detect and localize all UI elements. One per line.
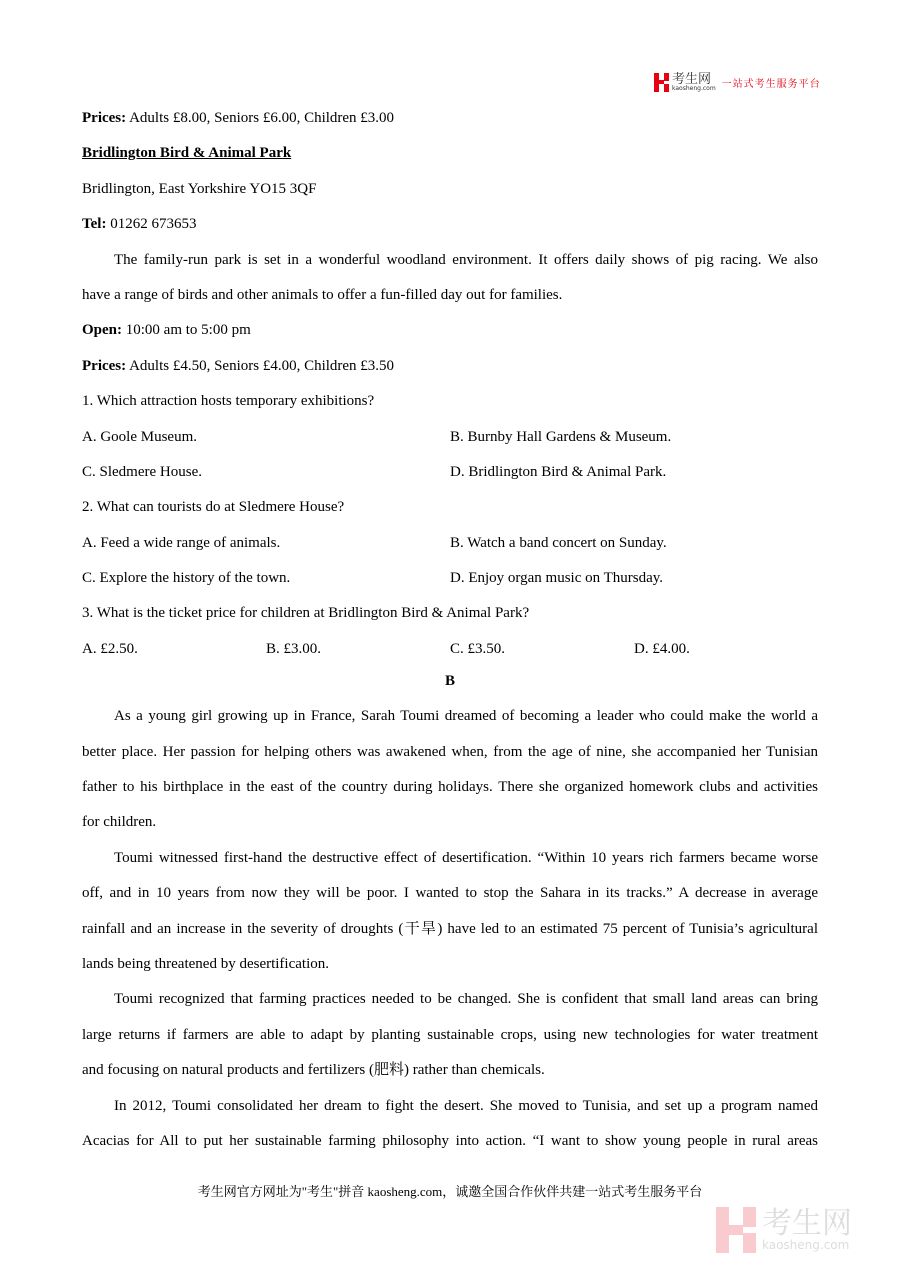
- section-heading: B: [444, 673, 455, 690]
- option: A. Goole Museum.: [82, 428, 197, 445]
- paragraph-line: Toumi recognized that farming practices needed to be changed. She is confident that small land areas can bring: [114, 991, 818, 1008]
- site-logo: [654, 73, 821, 92]
- option: D. Enjoy organ music on Thursday.: [450, 570, 664, 587]
- paragraph-line: As a young girl growing up in France, Sarah Toumi dreamed of becoming a leader who could make the world a: [114, 708, 818, 725]
- paragraph-line: Acacias for All to put her sustainable farming philosophy into action. “I want to show young people in rural areas: [82, 1132, 818, 1149]
- paragraph: [82, 982, 818, 1088]
- attraction-title: Bridlington Bird & Animal Park: [82, 145, 292, 162]
- question-3: 3. What is the ticket price for children at Bridlington Bird & Animal Park?: [82, 605, 530, 622]
- paragraph: [82, 699, 818, 841]
- paragraph: [82, 841, 818, 983]
- footer-text: 考生网官方网址为"考生"拼音 kaosheng.com，诚邀全国合作伙伴共建一站式考生服务平台: [197, 1184, 703, 1199]
- paragraph-line: Toumi witnessed first-hand the destructive effect of desertification. “Within 10 years rich farmers became worse: [114, 849, 818, 866]
- logo-slogan: 一站式考生服务平台: [721, 79, 821, 90]
- watermark-text: 考生网: [762, 1206, 852, 1241]
- attraction-tel: Tel: 01262 673653: [82, 216, 197, 233]
- paragraph-line: better place. Her passion for helping others was awakened when, from the age of nine, she accompanied her Tunisian: [82, 743, 818, 760]
- attraction-prices: Prices: Adults £4.50, Seniors £4.00, Children £3.50: [82, 357, 395, 374]
- goole-prices: Prices: Adults £8.00, Seniors £6.00, Children £3.00: [82, 110, 395, 126]
- option: A. Feed a wide range of animals.: [82, 534, 281, 551]
- logo-text: 考生网: [672, 72, 712, 87]
- logo-mark-icon: [654, 73, 669, 92]
- watermark: [716, 1207, 852, 1253]
- option: C. Sledmere House.: [82, 463, 202, 480]
- paragraph-line: lands being threatened by desertification.: [82, 955, 329, 972]
- paragraph-line: off, and in 10 years from now they will be poor. I wanted to stop the Sahara in its tracks.” A decrease in average: [82, 885, 818, 902]
- option: C. £3.50.: [450, 640, 506, 657]
- attraction-desc-line: have a range of birds and other animals to offer a fun-filled day out for families.: [82, 286, 563, 303]
- document-body: [82, 101, 818, 1159]
- option: A. £2.50.: [82, 640, 138, 657]
- question-1: 1. Which attraction hosts temporary exhibitions?: [82, 393, 375, 410]
- question-2: 2. What can tourists do at Sledmere House?: [82, 499, 345, 516]
- option: D. £4.00.: [634, 640, 690, 657]
- paragraph-line: large returns if farmers are able to adapt by planting sustainable crops, using new technologies for water treatment: [82, 1026, 818, 1043]
- option: C. Explore the history of the town.: [82, 570, 291, 587]
- option: B. Burnby Hall Gardens & Museum.: [450, 428, 672, 445]
- paragraph-line: for children.: [82, 814, 157, 831]
- option: B. Watch a band concert on Sunday.: [450, 534, 667, 551]
- watermark-logo-icon: [716, 1207, 756, 1253]
- logo-domain: kaosheng.com: [672, 85, 716, 92]
- paragraph-line: and focusing on natural products and fertilizers (肥料) rather than chemicals.: [82, 1062, 545, 1079]
- option: D. Bridlington Bird & Animal Park.: [450, 463, 667, 480]
- paragraph: [82, 1089, 818, 1160]
- option: B. £3.00.: [266, 640, 322, 657]
- paragraph-line: rainfall and an increase in the severity of droughts (干旱) have led to an estimated 75 percent of Tunisia’s agricultural: [82, 920, 818, 937]
- attraction-open: Open: 10:00 am to 5:00 pm: [82, 322, 251, 339]
- paragraph-line: father to his birthplace in the east of the country during holidays. There she organized homework clubs and activities: [82, 779, 818, 796]
- attraction-address: Bridlington, East Yorkshire YO15 3QF: [82, 180, 317, 197]
- paragraph-line: In 2012, Toumi consolidated her dream to fight the desert. She moved to Tunisia, and set up a program named: [114, 1097, 818, 1114]
- attraction-desc-line: The family-run park is set in a wonderful woodland environment. It offers daily shows of pig racing. We also: [114, 251, 818, 268]
- watermark-domain: kaosheng.com: [762, 1238, 850, 1252]
